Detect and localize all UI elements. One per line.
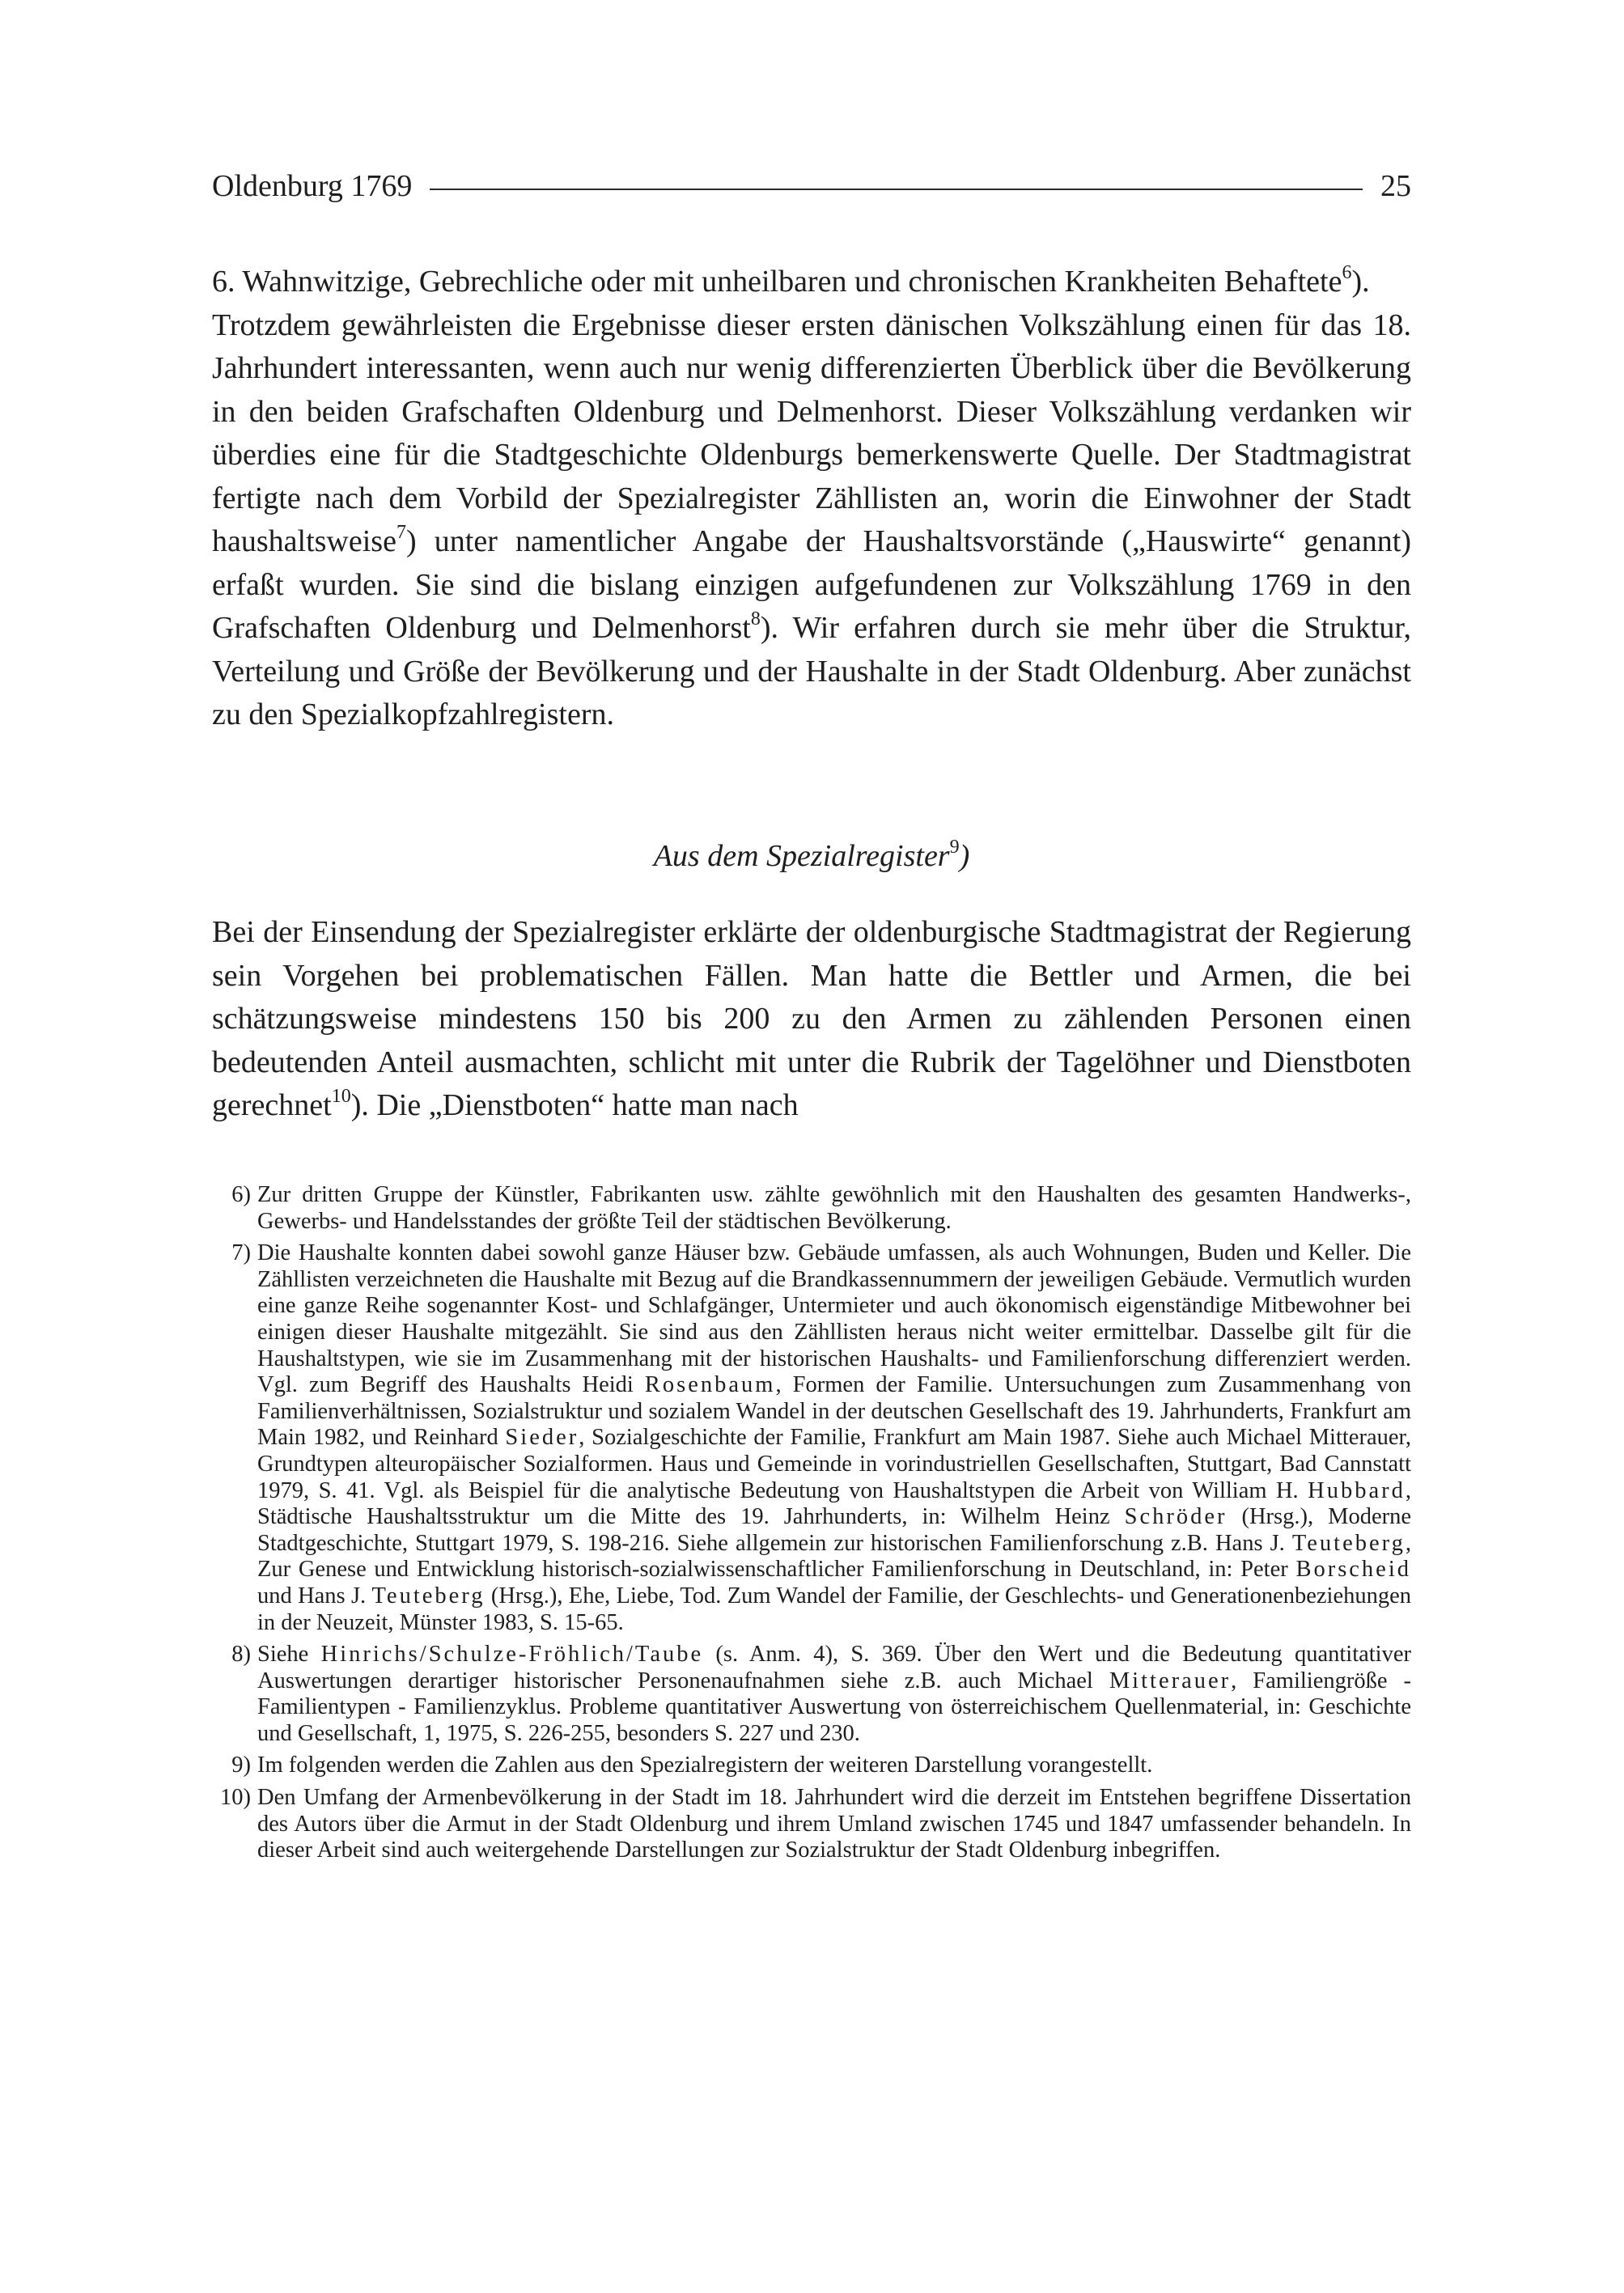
running-header [212, 163, 1411, 209]
author-name: Borscheid [1295, 1557, 1411, 1583]
footnote-9: 9) Im folgenden werden die Zahlen aus den Spezialregistern der weiteren Darstellung vorangestellt. [231, 1753, 1153, 1778]
header-rule [430, 189, 1363, 190]
paragraph-2: Bei der Einsendung der Spezialregister erklärte der oldenburgische Stadtmagistrat der Regierung sein Vorgehen bei problematischen Fällen. Man hatte die Bettler und Armen, die bei schätzungsweise mindestens 150 bis 200 zu den Armen zu zählenden Personen einen bedeutenden Anteil ausmachten, schlicht mit unter die Rubrik der Tagelöhner und Dienstboten gerechnet$^{10}$). Die „Dienstboten“ hatte man nach [212, 915, 1411, 1122]
footnote-ref-6[interactable]: 6 [1342, 262, 1352, 284]
list-item-6: 6. Wahnwitzige, Gebrechliche oder mit unheilbaren und chronischen Krankheiten Behaftete$^6$). [212, 262, 1370, 299]
footnote-10: 10) Den Umfang der Armenbevölkerung in der Stadt im 18. Jahrhundert wird die derzeit im Entstehen begriffene Dissertation des Autors über die Armut in der Stadt Oldenburg und ihrem Umland zwischen 1745 und 1847 umfassender behandeln. In dieser Arbeit sind auch weitergehende Darstellungen zur Sozialstruktur der Stadt Oldenburg inbegriffen. [220, 1785, 1411, 1863]
footnote-6: 6) Zur dritten Gruppe der Künstler, Fabrikanten usw. zählte gewöhnlich mit den Haushalten des gesamten Handwerks-, Gewerbs- und Handelsstandes der größte Teil der städtischen Bevölkerung. [231, 1182, 1411, 1234]
body-text-top [212, 261, 1411, 737]
running-header-title: Oldenburg 1769 [212, 169, 413, 203]
section-heading: Aus dem Spezialregister$^9$) [653, 837, 970, 873]
author-name: Mitterauer [1109, 1668, 1232, 1693]
paragraph-1: Trotzdem gewährleisten die Ergebnisse dieser ersten dänischen Volkszählung einen für das 18. Jahrhundert interessanten, wenn auch nur wenig differenzierten Überblick über die Bevölkerung in den beiden Grafschaften Oldenburg und Delmenhorst. Dieser Volkszählung verdanken wir überdies eine für die Stadtgeschichte Oldenburgs bemerkenswerte Quelle. Der Stadtmagistrat fertigte nach dem Vorbild der Spezialregister Zähllisten an, worin die Einwohner der Stadt haushaltsweise$^7$) unter namentlicher Angabe der Haushaltsvorstände („Hauswirte“ genannt) erfaßt wurden. Sie sind die bislang einzigen aufgefundenen zur Volkszählung 1769 in den Grafschaften Oldenburg und Delmenhorst$^8$). Wir erfahren durch sie mehr über die Struktur, Verteilung und Größe der Bevölkerung und der Haushalte in der Stadt Oldenburg. Aber zunächst zu den Spezialkopfzahlregistern. [212, 307, 1411, 731]
author-name: Hinrichs/Schulze-Fröhlich/Taube [320, 1642, 704, 1668]
footnote-ref-7[interactable]: 7 [396, 522, 406, 544]
author-name: Rosenbaum [644, 1372, 776, 1398]
author-name: Sieder [505, 1425, 579, 1451]
author-name: Schröder [1124, 1504, 1228, 1530]
footnote-8: 8) Siehe Hinrichs/Schulze-Fröhlich/Taube (s. Anm. 4), S. 369. Über den Wert und die Bedeutung quantitativer Auswertungen derartiger historischer Personenaufnahmen siehe z.B. auch Michael Mitterauer, Familiengröße - Familientypen - Familienzyklus. Probleme quantitativer Auswertung von österreichischem Quellenmaterial, in: Geschichte und Gesellschaft, 1, 1975, S. 226-255, besonders S. 227 und 230. [231, 1642, 1411, 1746]
footnote-ref-9[interactable]: 9 [949, 837, 960, 858]
author-name: Teuteberg [371, 1583, 486, 1608]
body-text-bottom [212, 911, 1411, 1128]
book-page [212, 0, 1411, 2293]
footnote-7: 7) Die Haushalte konnten dabei sowohl ganze Häuser bzw. Gebäude umfassen, als auch Wohnungen, Buden und Keller. Die Zähllisten verzeichneten die Haushalte mit Bezug auf die Brandkassennummern der jeweiligen Gebäude. Vermutlich wurden eine ganze Reihe sogenannter Kost- und Schlafgänger, Untermieter und auch ökonomisch eigenständige Mitbewohner bei einigen dieser Haushalte mitgezählt. Sie sind aus den Zähllisten heraus nicht weiter ermittelbar. Dasselbe gilt für die Haushaltstypen, wie sie im Zusammenhang mit der historischen Haushalts- und Familienforschung differenziert werden. Vgl. zum Begriff des Haushalts Heidi Rosenbaum, Formen der Familie. Untersuchungen zum Zusammenhang von Familienverhältnissen, Sozialstruktur und sozialem Wandel in der deutschen Gesellschaft des 19. Jahrhunderts, Frankfurt am Main 1982, und Reinhard Sieder, Sozialgeschichte der Familie, Frankfurt am Main 1987. Siehe auch Michael Mitterauer, Grundtypen alteuropäischer Sozialformen. Haus und Gemeinde in vorindustriellen Gesellschaften, Stuttgart, Bad Cannstatt 1979, S. 41. Vgl. als Beispiel für die analytische Bedeutung von Haushaltstypen die Arbeit von William H. Hubbard, Städtische Haushaltsstruktur um die Mitte des 19. Jahrhunderts, in: Wilhelm Heinz Schröder (Hrsg.), Moderne Stadtgeschichte, Stuttgart 1979, S. 198-216. Siehe allgemein zur historischen Familienforschung z.B. Hans J. Teuteberg, Zur Genese und Entwicklung historisch-sozialwissenschaftlicher Familienforschung in Deutschland, in: Peter Borscheid und Hans J. Teuteberg (Hrsg.), Ehe, Liebe, Tod. Zum Wandel der Familie, der Geschlechts- und Generationenbeziehungen in der Neuzeit, Münster 1983, S. 15-65. [231, 1240, 1412, 1635]
footnotes [212, 1182, 1411, 1870]
page-number: 25 [1380, 169, 1411, 203]
footnote-ref-8[interactable]: 8 [750, 608, 761, 630]
footnote-ref-10[interactable]: 10 [331, 1086, 351, 1108]
author-name: Teuteberg [1291, 1530, 1406, 1556]
author-name: Hubbard [1308, 1477, 1406, 1503]
